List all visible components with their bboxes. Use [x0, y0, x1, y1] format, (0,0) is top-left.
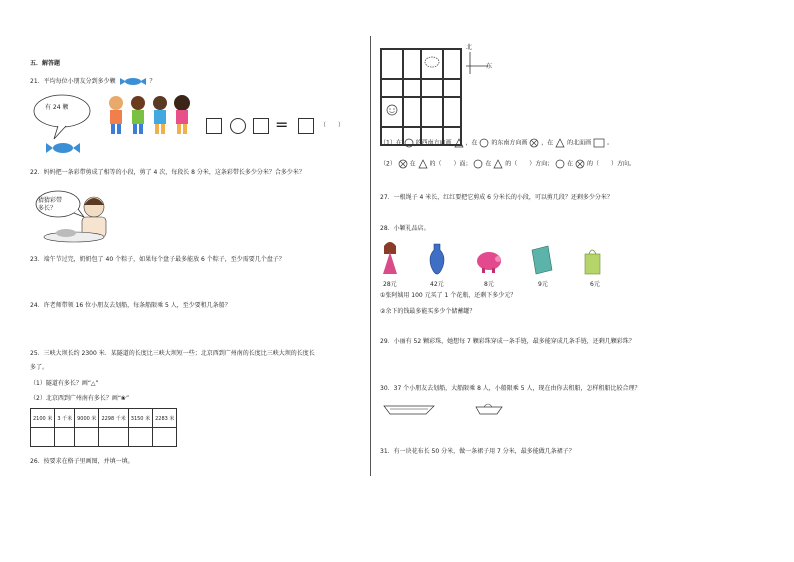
q26-1-text-c: ，在	[465, 139, 478, 147]
answer-cell[interactable]	[31, 428, 55, 447]
smiley-icon	[473, 159, 483, 169]
unit-paren: （ ）	[320, 122, 345, 129]
q26-2-text-f: 在	[567, 160, 574, 168]
question-27: 27．一根绳子 4 米长，红红要把它剪成 6 分米长的小段，可以剪几段？还剩多少分米？	[380, 194, 613, 201]
question-29: 29．小丽有 52 颗彩珠，她想每 7 颗彩珠穿成一条手链，最多能穿成几条手链，还剩几颗彩珠？	[380, 338, 635, 345]
q26-2-text-a: （2）	[380, 160, 396, 168]
q26-2-text-b: 在	[409, 160, 416, 168]
question-25-sub1: （1）隧道有多长？画“△”	[30, 380, 99, 387]
smiley-icon	[382, 98, 402, 122]
table-cell: 3 千米	[55, 409, 75, 428]
question-26: 26．按要求在格子里画图，并填一填。	[30, 458, 134, 465]
q26-1-text-e: ，在	[541, 139, 554, 147]
question-28-sub2: ②余下的钱最多能买多少个储蓄罐？	[380, 308, 476, 315]
question-31: 31．有一块花布长 50 分米，做一条裙子用 7 分米，最多能做几条裙子？	[380, 448, 575, 455]
section-title: 五．解答题	[30, 60, 61, 67]
question-30: 30．37 个小朋友去划船，大船限乘 8 人，小船限乘 5 人，现在由你去租船，怎样租船比较合理？	[380, 385, 641, 392]
bubble-text-1: 猜猜彩带	[38, 197, 63, 204]
crossed-circle-icon	[398, 159, 408, 169]
q26-2-text-d: 在	[485, 160, 492, 168]
q26-1-text-b: 的西南方向画	[415, 139, 452, 147]
q26-1-text-a: （1）在	[380, 139, 402, 147]
price-piggy-bank: 8元	[484, 281, 494, 288]
north-label: 北	[466, 44, 473, 51]
question-22: 22．妈妈把一条彩带剪成了相等的小段，剪了 4 次，每段长 8 分米，这条彩带长多少分米？合多少米？	[30, 169, 305, 176]
operator-circle[interactable]	[230, 118, 246, 134]
crossed-circle-icon	[529, 138, 539, 148]
equals-sign: =	[275, 115, 289, 134]
length-table	[30, 408, 177, 447]
q26-1-text-f: 的北面画	[567, 139, 592, 147]
doll-icon	[380, 240, 400, 276]
answer-cell[interactable]	[153, 428, 177, 447]
q26-2-text-c: 的（ ）面；	[429, 160, 472, 168]
table-cell: 2100 米	[31, 409, 55, 428]
speech-text: 有 24 颗	[45, 104, 69, 111]
gift-bag-icon	[582, 246, 604, 276]
smiley-icon	[479, 138, 489, 148]
smiley-icon	[555, 159, 565, 169]
answer-cell[interactable]	[55, 428, 75, 447]
equation-box-2[interactable]	[253, 118, 269, 134]
price-doll: 28元	[383, 281, 397, 288]
answer-cell[interactable]	[99, 428, 128, 447]
triangle-icon	[493, 159, 503, 169]
candy-icon	[46, 143, 80, 153]
hedgehog-icon	[422, 50, 442, 74]
drawing-grid[interactable]	[380, 48, 462, 146]
table-cell: 2298 千米	[99, 409, 128, 428]
triangle-icon	[454, 138, 464, 148]
candy-icon	[118, 77, 148, 86]
crossed-circle-icon	[575, 159, 585, 169]
speech-bubble	[32, 93, 94, 157]
question-21-end: ？	[149, 78, 156, 85]
question-25-line2: 多了。	[30, 364, 49, 371]
small-boat-icon	[474, 400, 504, 416]
question-28: 28．小颖礼品店。	[380, 225, 430, 232]
q26-2-text-e: 的（ ）方向；	[505, 160, 554, 168]
east-label: 东	[486, 63, 493, 70]
table-cell: 2283 米	[153, 409, 177, 428]
question-25-line1: 25．三峡大坝长约 2300 米．某隧道的长度比三峡大坝短一些；北京西到广州南的长度比三峡大坝的长度长	[30, 350, 315, 357]
square-icon	[593, 138, 605, 148]
book-icon	[530, 244, 554, 276]
question-26-part1	[380, 138, 613, 148]
price-vase: 42元	[430, 281, 444, 288]
question-26-part2	[380, 159, 635, 169]
table-cell: 9000 米	[75, 409, 99, 428]
table-cell: 3150 米	[128, 409, 152, 428]
vase-icon	[428, 242, 446, 276]
triangle-icon	[555, 138, 565, 148]
question-21	[30, 77, 156, 86]
smiley-icon	[404, 138, 414, 148]
children-illustration	[104, 93, 196, 137]
bubble-text-2: 多长？	[38, 205, 57, 212]
answer-cell[interactable]	[75, 428, 99, 447]
column-divider	[370, 36, 371, 476]
answer-cell[interactable]	[128, 428, 152, 447]
q26-2-text-g: 的（ ）方向。	[586, 160, 635, 168]
price-book: 9元	[538, 281, 548, 288]
equation-box-3[interactable]	[298, 118, 314, 134]
q26-1-text-g: 。	[606, 139, 613, 147]
price-gift-bag: 6元	[590, 281, 600, 288]
question-25-sub2: （2）北京西到广州南有多长？画“❀”	[30, 395, 130, 402]
question-23: 23．端午节过完，奶奶包了 40 个粽子，如果每个盘子最多能放 6 个粽子，至少需要几个盘子？	[30, 256, 285, 263]
q26-1-text-d: 的东南方向画	[491, 139, 528, 147]
big-boat-icon	[382, 400, 436, 416]
question-28-sub1: ①张阿姨用 100 元买了 1 个花瓶，还剩下多少元？	[380, 292, 517, 299]
equation-box-1[interactable]	[206, 118, 222, 134]
triangle-icon	[418, 159, 428, 169]
piggy-bank-icon	[474, 246, 504, 274]
question-21-text: 21．平均每位小朋友分到多少颗	[30, 78, 116, 85]
question-24: 24．许老师带领 16 位小朋友去划船，每条船限乘 5 人，至少要租几条船？	[30, 302, 231, 309]
